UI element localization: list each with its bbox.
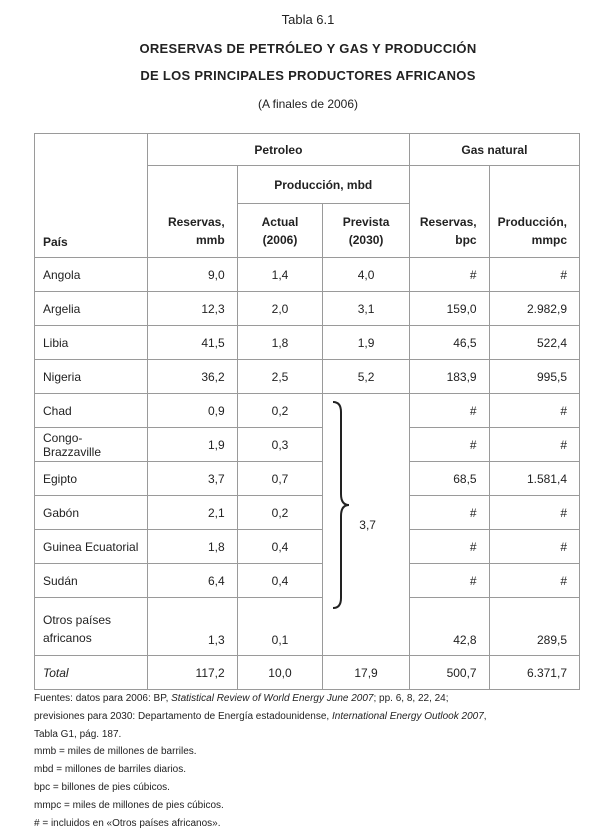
cell-gas-produccion: # bbox=[489, 530, 579, 564]
cell-total-reservas: 117,2 bbox=[147, 656, 237, 690]
cell-gas-produccion: # bbox=[489, 564, 579, 598]
cell-pais: Congo-Brazzaville bbox=[35, 428, 148, 462]
table-subtitle: (A finales de 2006) bbox=[257, 97, 359, 111]
curly-brace-icon bbox=[331, 400, 351, 610]
header-pais: País bbox=[35, 134, 148, 258]
note-fuentes: Fuentes: datos para 2006: BP, Statistical Review of World Energy June 2007; pp. 6, 8, 22, 24; bbox=[34, 693, 449, 704]
table-title-line1: ORESERVAS DE PETRÓLEO Y GAS Y PRODUCCIÓN bbox=[139, 41, 477, 56]
note-hash: # = incluidos en «Otros países africanos». bbox=[34, 817, 221, 829]
note-previsiones: previsiones para 2030: Departamento de Energía estadounidense, International Energy Outlook 2007, bbox=[34, 710, 487, 722]
cell-gas-reservas: # bbox=[409, 564, 489, 598]
cell-gas-reservas: 46,5 bbox=[409, 326, 489, 360]
cell-actual: 0,4 bbox=[237, 530, 323, 564]
cell-gas-reservas: 159,0 bbox=[409, 292, 489, 326]
cell-pais: Nigeria bbox=[35, 360, 148, 394]
cell-total-actual: 10,0 bbox=[237, 656, 323, 690]
header-produccion: Producción, mbd bbox=[237, 166, 409, 204]
header-petroleo: Petroleo bbox=[147, 134, 409, 166]
cell-gas-reservas: # bbox=[409, 394, 489, 428]
cell-actual: 0,4 bbox=[237, 564, 323, 598]
header-produccion-gas: Producción, mmpc bbox=[489, 166, 579, 258]
cell-actual: 0,2 bbox=[237, 496, 323, 530]
cell-total-prevista: 17,9 bbox=[323, 656, 410, 690]
table-number: Tabla 6.1 bbox=[281, 12, 335, 27]
cell-pais: Chad bbox=[35, 394, 148, 428]
header-prevista: Prevista (2030) bbox=[323, 204, 410, 258]
cell-gas-produccion: 289,5 bbox=[489, 598, 579, 656]
table-row bbox=[35, 360, 580, 394]
note-tabla: Tabla G1, pág. 187. bbox=[34, 728, 122, 740]
cell-pais: Guinea Ecuatorial bbox=[35, 530, 148, 564]
cell-pais: Angola bbox=[35, 258, 148, 292]
note-bpc: bpc = billones de pies cúbicos. bbox=[34, 781, 170, 793]
table-row bbox=[35, 428, 580, 462]
table-notes bbox=[34, 690, 594, 832]
cell-gas-produccion: 995,5 bbox=[489, 360, 579, 394]
cell-reservas: 9,0 bbox=[147, 258, 237, 292]
cell-pais: Gabón bbox=[35, 496, 148, 530]
table-row bbox=[35, 462, 580, 496]
cell-reservas: 6,4 bbox=[147, 564, 237, 598]
cell-actual: 0,2 bbox=[237, 394, 323, 428]
cell-actual: 1,8 bbox=[237, 326, 323, 360]
cell-total-gas-produccion: 6.371,7 bbox=[489, 656, 579, 690]
cell-gas-reservas: # bbox=[409, 530, 489, 564]
cell-pais: Argelia bbox=[35, 292, 148, 326]
cell-gas-reservas: # bbox=[409, 428, 489, 462]
cell-reservas: 0,9 bbox=[147, 394, 237, 428]
table-row bbox=[35, 326, 580, 360]
cell-total-gas-reservas: 500,7 bbox=[409, 656, 489, 690]
cell-prevista: 3,1 bbox=[323, 292, 410, 326]
table-row bbox=[35, 292, 580, 326]
cell-reservas: 41,5 bbox=[147, 326, 237, 360]
cell-gas-produccion: # bbox=[489, 428, 579, 462]
table-row bbox=[35, 598, 580, 656]
table-row bbox=[35, 530, 580, 564]
header-reservas-gas: Reservas, bpc bbox=[409, 166, 489, 258]
data-table bbox=[34, 133, 580, 690]
table-row bbox=[35, 258, 580, 292]
cell-pais: Otros países africanos bbox=[35, 598, 148, 656]
table-row bbox=[35, 496, 580, 530]
header-reservas-petroleo: Reservas, mmb bbox=[147, 166, 237, 258]
note-mmpc: mmpc = miles de millones de pies cúbicos. bbox=[34, 799, 224, 811]
header-gas-natural: Gas natural bbox=[409, 134, 579, 166]
cell-reservas: 2,1 bbox=[147, 496, 237, 530]
cell-actual: 1,4 bbox=[237, 258, 323, 292]
cell-gas-produccion: # bbox=[489, 394, 579, 428]
cell-pais: Egipto bbox=[35, 462, 148, 496]
cell-reservas: 36,2 bbox=[147, 360, 237, 394]
grouped-prevista-value: 3,7 bbox=[359, 517, 376, 532]
cell-gas-produccion: 1.581,4 bbox=[489, 462, 579, 496]
table-row-total bbox=[35, 656, 580, 690]
note-mbd: mbd = millones de barriles diarios. bbox=[34, 764, 187, 776]
cell-gas-reservas: 68,5 bbox=[409, 462, 489, 496]
cell-actual: 0,1 bbox=[237, 598, 323, 656]
cell-gas-reservas: # bbox=[409, 258, 489, 292]
cell-actual: 2,0 bbox=[237, 292, 323, 326]
note-mmb: mmb = miles de millones de barriles. bbox=[34, 746, 197, 758]
cell-reservas: 1,8 bbox=[147, 530, 237, 564]
cell-gas-reservas: # bbox=[409, 496, 489, 530]
grouped-prevista-cell bbox=[323, 394, 410, 656]
cell-reservas: 12,3 bbox=[147, 292, 237, 326]
cell-total-label: Total bbox=[35, 656, 148, 690]
cell-gas-produccion: 2.982,9 bbox=[489, 292, 579, 326]
table-title-line2: DE LOS PRINCIPALES PRODUCTORES AFRICANOS bbox=[140, 68, 476, 83]
cell-actual: 2,5 bbox=[237, 360, 323, 394]
cell-prevista: 5,2 bbox=[323, 360, 410, 394]
cell-reservas: 1,3 bbox=[147, 598, 237, 656]
header-actual: Actual (2006) bbox=[237, 204, 323, 258]
cell-gas-produccion: # bbox=[489, 258, 579, 292]
cell-actual: 0,7 bbox=[237, 462, 323, 496]
cell-prevista: 4,0 bbox=[323, 258, 410, 292]
cell-reservas: 3,7 bbox=[147, 462, 237, 496]
table-row bbox=[35, 564, 580, 598]
cell-gas-reservas: 42,8 bbox=[409, 598, 489, 656]
cell-gas-produccion: # bbox=[489, 496, 579, 530]
cell-gas-reservas: 183,9 bbox=[409, 360, 489, 394]
cell-pais: Libia bbox=[35, 326, 148, 360]
cell-prevista: 1,9 bbox=[323, 326, 410, 360]
cell-reservas: 1,9 bbox=[147, 428, 237, 462]
cell-pais: Sudán bbox=[35, 564, 148, 598]
cell-gas-produccion: 522,4 bbox=[489, 326, 579, 360]
cell-actual: 0,3 bbox=[237, 428, 323, 462]
table-row bbox=[35, 394, 580, 428]
